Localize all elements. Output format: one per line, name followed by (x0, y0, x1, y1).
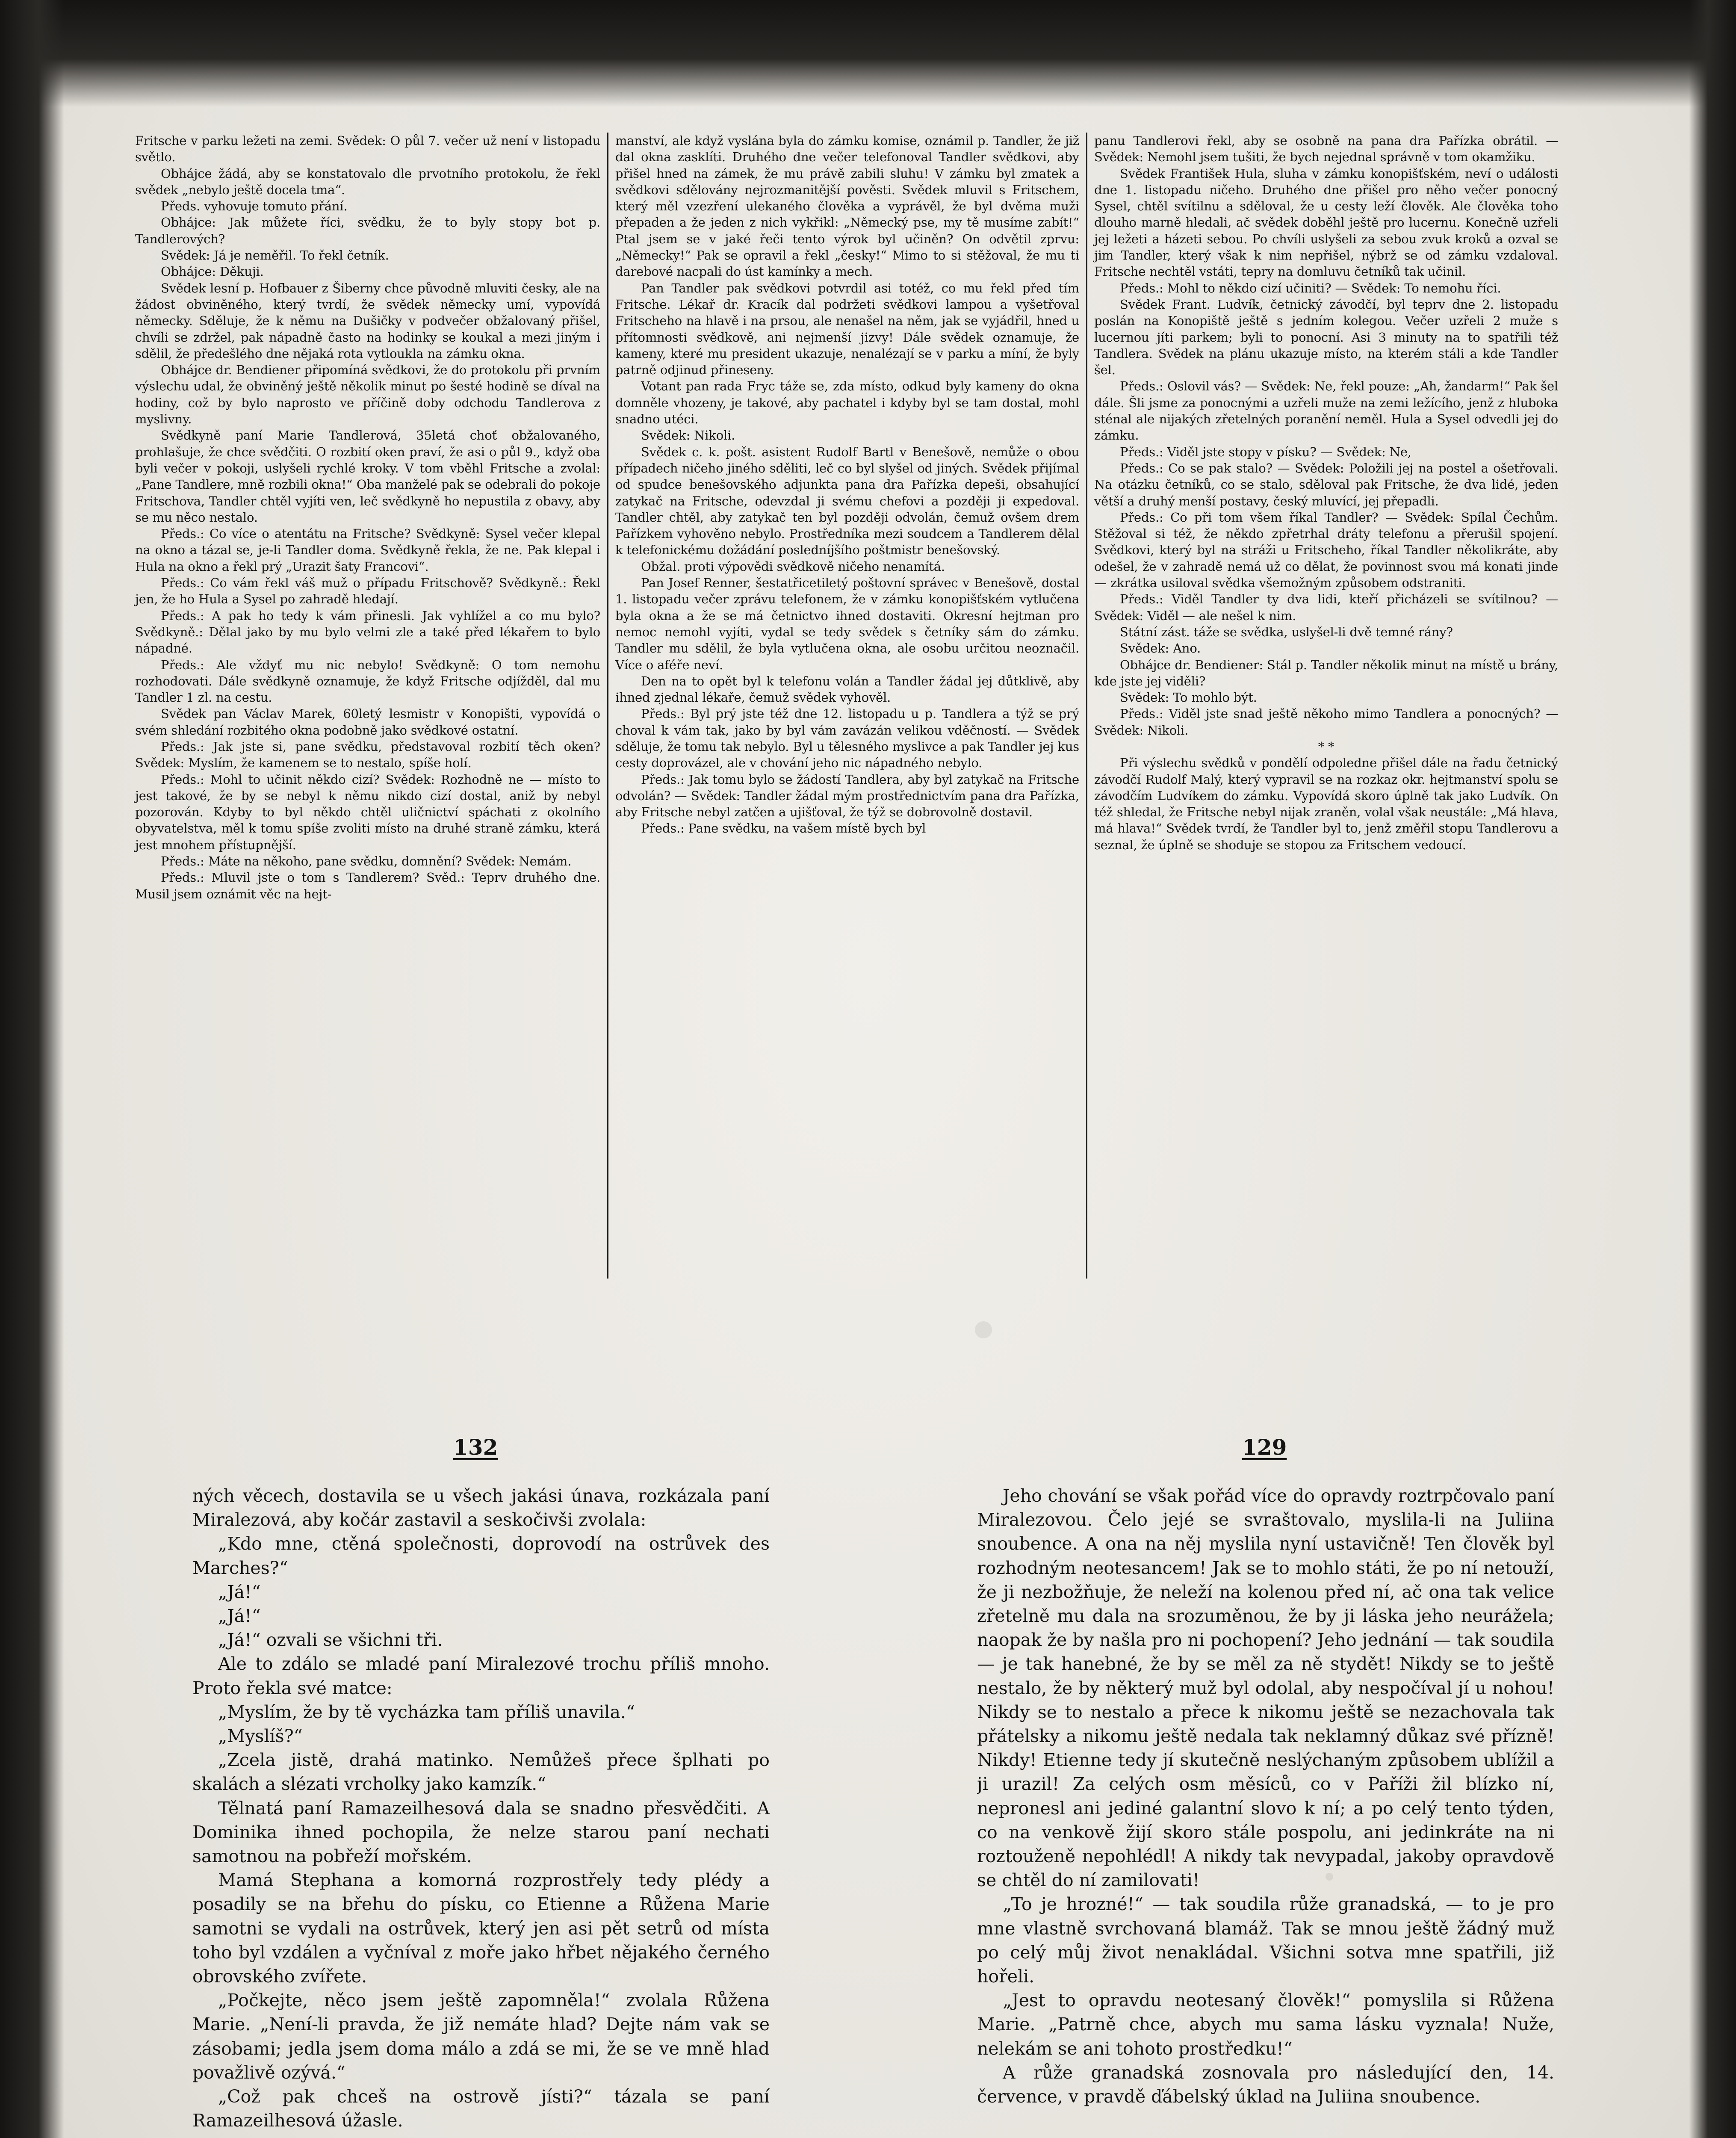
book-paragraph: ných věcech, dostavila se u všech jakási únava, rozkázala paní Miralezová, aby kočár zastavil a seskočivši zvolala: (192, 1485, 770, 1530)
news-paragraph: Státní zást. táže se svědka, uslyšel-li dvě temné rány? (1120, 624, 1453, 639)
news-paragraph: Při výslechu svědků v pondělí odpoledne přišel dále na řadu četnický závodčí Rudolf Malý, který vypravil se na rozkaz okr. hejtmanství spolu se závodčím Ludvíkem do zámku. Vypovídá skoro úplně tak jako Ludvík. On též shledal, že Fritsche nebyl nijak zraněn, volal však neustále: „Má hlava, má hlava!“ Svědek tvrdí, že Tandler byl to, jenž změřil stopu Tandlerovu a seznal, že úplně se shoduje se stopou za Fritschem vedoucí. (1094, 756, 1558, 852)
news-paragraph: Předs.: Byl prý jste též dne 12. listopadu u p. Tandlera a týž se prý choval k vám tak, jako by byl vám zavázán velikou vděčností. — Svědek sděluje, že tomu tak nebylo. Byl u tělesného myslivce a pak Tandler jej kus cesty doprovázel, ale v chování jeho nic nápadného nebylo. (615, 706, 1079, 771)
newspaper-column-3 (1086, 133, 1565, 1279)
book-paragraph: Tělnatá paní Ramazeilhesová dala se snadno přesvědčiti. A Dominika ihned pochopila, že nelze starou paní nechati samotnou na pobřeží mořském. (192, 1798, 770, 1867)
news-paragraph: Předs.: Co při tom všem říkal Tandler? — Svědek: Spílal Čechům. Stěžoval si též, že někdo zpřetrhal dráty telefonu a přerušil spojení. Svědkovi, který byl na stráži u Fritscheho, říkal Tandler několikráte, aby odešel, že v zahradě nemá už co dělat, že povinnost svou má konati jinde — zkrátka usiloval svědka všemožným způsobem odstraniti. (1094, 510, 1558, 591)
news-paragraph: Svědek c. k. pošt. asistent Rudolf Bartl v Benešově, nemůže o obou případech ničeho jiného sděliti, leč co byl slyšel od jiných. Svědek přijímal od spudce benešovského adjunkta pana dra Pařízka depeši, obsahující zatykač na Fritsche, odevzdal ji svému chefovi a později ji expedoval. Tandler chtěl, aby zatykač ten byl později odvolán, čemuž ovšem drem Pařízkem vyhověno nebylo. Prostředníka mezi soudcem a Tandlerem dělal k telefonickému dožádání posledníjšího poštmistr benešovský. (615, 444, 1079, 558)
news-paragraph: Obhájce: Děkuji. (161, 264, 264, 279)
news-paragraph: manství, ale když vyslána byla do zámku komise, oznámil p. Tandler, že již dal okna zasklíti. Druhého dne večer telefonoval Tandler svědkovi, aby přišel hned na zámek, že mu právě zabili sluhu! V zámku byl zmatek a svědkovi sdělovány nejrozmanitější pověsti. Svědek mluvil s Fritschem, který měl vzezření ulekaného člověka a vyprávěl, že byl dvěma muži přepaden a že jeden z nich vykřikl: „Německý pse, my tě musíme zabít!“ Ptal jsem se v jaké řeči tento výrok byl učiněn? On odvětil zprvu: „Německy!“ Pak se opravil a řekl „česky!“ Mimo to si stěžoval, že mu ti darebové nacpali do úst kamínky a mech. (615, 133, 1079, 279)
news-paragraph: Předs.: Mohl to učinit někdo cizí? Svědek: Rozhodně ne — místo to jest takové, že by se nebyl k němu nikdo cizí dostal, aniž by nebyl pozorován. Kdyby to byl někdo chtěl uličnictví spáchati z okolního obyvatelstva, měl k tomu spíše zvoliti místo na druhé straně zámku, která jest mnohem přístupnější. (135, 772, 600, 852)
news-paragraph: Předs.: Co se pak stalo? — Svědek: Položili jej na postel a ošetřovali. Na otázku četníků, co se stalo, sděloval pak Fritsche, že dva lidé, jeden větší a druhý menší postavy, český mluvící, jej přepadli. (1094, 461, 1558, 508)
scan-border-top (0, 0, 1736, 107)
book-paragraph: „Což pak chceš na ostrově jísti?“ tázala se paní Ramazeilhesová úžasle. (192, 2086, 770, 2131)
news-paragraph: Předs. vyhovuje tomuto přání. (161, 199, 348, 214)
newspaper-section (128, 133, 1565, 1279)
news-paragraph: Předs.: Viděl jste stopy v písku? — Svědek: Ne, (1120, 444, 1411, 459)
book-paragraph: Mamá Stephana a komorná rozprostřely tedy plédy a posadily se na břehu do písku, co Etienne a Růžena Marie samotni se vydali na ostrůvek, který jen asi pět setrů od místa toho byl vzdálen a vyčníval z moře jako hřbet nějakého černého obrovského zvířete. (192, 1870, 770, 1987)
book-paragraph: A růže granadská zosnovala pro následující den, 14. července, v pravdě ďábelský úklad na Juliina snoubence. (977, 2062, 1554, 2107)
book-paragraph: „Já!“ ozvali se všichni tři. (218, 1630, 443, 1651)
book-paragraph: „Myslím, že by tě vycházka tam příliš unavila.“ (218, 1701, 635, 1722)
book-paragraph: „To je hrozné!“ — tak soudila růže granadská, — to je pro mne vlastně svrchovaná blamáž. Tak se mnou ještě žádný muž po celý můj život nenakládal. Všichni sotva mne spatřili, již hořeli. (977, 1894, 1554, 1987)
newspaper-column-2 (607, 133, 1086, 1279)
page-number-left: 132 (453, 1435, 498, 1460)
news-paragraph: Pan Tandler pak svědkovi potvrdil asi totéž, co mu řekl před tím Fritsche. Lékař dr. Kracík dal podržeti svědkovi lampou a vyšetřoval Fritscheho na hlavě i na prsou, ale nenašel na něm, jak se vyjádřil, hned u přítomnosti svědkově, ani nejmenší jizvy! Dále svědek oznamuje, že kameny, které mu president ukazuje, nenalézají se v parku a míní, že byly patrně odjinud přineseny. (615, 281, 1079, 378)
ink-speck (975, 1321, 992, 1338)
book-paragraph: „Já!“ (218, 1581, 261, 1602)
news-paragraph: Předs.: Mohl to někdo cizí učiniti? — Svědek: To nemohu říci. (1120, 281, 1501, 295)
news-paragraph: Obhájce: Jak můžete říci, svědku, že to byly stopy bot p. Tandlerových? (135, 215, 600, 246)
news-paragraph: Svědek: Ano. (1120, 641, 1201, 656)
news-paragraph: Předs.: Jak jste si, pane svědku, představoval rozbití těch oken? Svědek: Myslím, že kamenem se to nestalo, spíše holí. (135, 739, 600, 771)
scan-border-right (1689, 0, 1736, 2138)
news-paragraph: Předs.: Co vám řekl váš muž o případu Fritschově? Svědkyně.: Řekl jen, že ho Hula a Sysel po zahradě hledají. (135, 576, 600, 607)
news-paragraph: Pan Josef Renner, šestatřicetiletý poštovní správec v Benešově, dostal 1. listopadu večer zprávu telefonem, že v zámku konopišťském vytlučena byla okna a že se má četnictvo ihned dostaviti. Okresní hejtman pro nemoc nemohl vyjíti, vydal se tedy svědek s četníky sám do zámku. Tandler mu sdělil, že byla vytlučena okna, ale osobu určitou neoznačil. Více o aféře neví. (615, 576, 1079, 672)
news-paragraph: Svědek František Hula, sluha v zámku konopišťském, neví o události dne 1. listopadu ničeho. Druhého dne přišel pro něho večer ponocný Sysel, chtěl svítilnu a sděloval, že u cesty leží člověk. Ale člověka toho dlouho marně hledali, ač svědek doběhl ještě pro lucernu. Konečně uzřeli jej ležeti a házeti sebou. Po chvíli uslyšeli za sebou zvuk kroků a ozval se jim Tandler, který však k nim nepřišel, nýbrž se od zámku vzdaloval. Fritsche nechtěl vstáti, tepry na domluvu četníků tak učinil. (1094, 166, 1558, 279)
book-paragraph: Jeho chování se však pořád více do opravdy roztrpčovalo paní Miralezovou. Čelo jejé se svraštovalo, myslila-li na Juliina snoubence. A ona na něj myslila nyní ustavičně! Ten člověk byl rozhodným neotesancem! Jak se to mohlo státi, že po ní netouží, že ji nezbožňuje, že neleží na kolenou před ní, ač ona tak velice zřetelně mu dala na srozuměnou, že by ji láska jeho neurážela; naopak že by našla pro ni pochopení? Jeho jednání — tak soudila — je tak hanebné, že by se měl za ně stydět! Nikdy se to ještě nestalo, že by některý muž byl odolal, aby nespočíval jí u nohou! Nikdy se to nestalo a přece k nikomu ještě se nezachovala tak přátelsky a nikomu ještě nedala tak neklamný důkaz své přízně! Nikdy! Etienne tedy jí skutečně neslýchaným způsobem ublížil a ji urazil! Za celých osm měsíců, co v Paříži žil blízko ní, nepronesl ani jediné galantní slovo k ní; a po celý tento týden, co na venkově žijí skoro stále pospolu, ani jedinkráte na ni roztouženě nepohlédl! A nikdy tak nevypadal, jakoby opravdově se chtěl do ní zamilovati! (977, 1485, 1554, 1891)
news-paragraph: Obhájce žádá, aby se konstatovalo dle prvotního protokolu, že řekl svědek „nebylo ještě docela tma“. (135, 166, 600, 197)
news-paragraph: Předs.: Máte na někoho, pane svědku, domnění? Svědek: Nemám. (161, 854, 572, 869)
news-paragraph: Předs.: Ale vždyť mu nic nebylo! Svědkyně: O tom nemohu rozhodovati. Dále svědkyně oznamuje, že když Fritsche odjížděl, dal mu Tandler 1 zl. na cestu. (135, 657, 600, 705)
page-number-right: 129 (1242, 1435, 1287, 1460)
news-paragraph: Den na to opět byl k telefonu volán a Tandler žádal jej důtklivě, aby ihned zjednal lékaře, čemuž svědek vyhověl. (615, 673, 1079, 705)
news-paragraph: Předs.: A pak ho tedy k vám přinesli. Jak vyhlížel a co mu bylo? Svědkyně.: Dělal jako by mu bylo velmi zle a také před lékařem to bylo nápadné. (135, 608, 600, 656)
news-paragraph: Svědkyně paní Marie Tandlerová, 35letá choť obžalovaného, prohlašuje, že chce svědčiti. O rozbití oken praví, že asi o půl 9., když oba byli večer v pokoji, uslyšeli rychlé kroky. V tom vběhl Fritsche a zvolal: „Pane Tandlere, mně rozbili okna!“ Oba manželé pak se odebrali do pokoje Fritschova, Tandler chtěl vyjíti ven, leč svědkyně ho nepustila z obavy, aby se mu něco nestalo. (135, 428, 600, 525)
news-paragraph: Předs.: Viděl jste snad ještě někoho mimo Tandlera a ponocných? — Svědek: Nikoli. (1094, 706, 1558, 738)
news-paragraph: Svědek Frant. Ludvík, četnický závodčí, byl teprv dne 2. listopadu poslán na Konopiště ještě s jedním kolegou. Večer uzřeli 2 muže s lucernou jíti parkem; byli to ponocní. Asi 3 minuty na to spatřili též Tandlera. Svědek na plánu ukazuje místo, na kterém stáli a kde Tandler šel. (1094, 297, 1558, 378)
news-paragraph: Svědek: Já je neměřil. To řekl četník. (161, 248, 389, 263)
news-paragraph: Svědek: To mohlo být. (1120, 690, 1257, 705)
news-paragraph: panu Tandlerovi řekl, aby se osobně na pana dra Pařízka obrátil. — Svědek: Nemohl jsem tušiti, že bych nejednal správně v tom okamžiku. (1094, 133, 1558, 165)
book-paragraph: „Myslíš?“ (218, 1726, 303, 1747)
news-paragraph: Předs.: Pane svědku, na vašem místě bych byl (641, 821, 926, 836)
news-paragraph: Obžal. proti výpovědi svědkově ničeho nenamítá. (641, 559, 945, 574)
book-paragraph: Ale to zdálo se mladé paní Miralezové trochu příliš mnoho. Proto řekla své matce: (192, 1654, 770, 1698)
news-paragraph: Předs.: Co více o atentátu na Fritsche? Svědkyně: Sysel večer klepal na okno a tázal se, je-li Tandler doma. Svědkyně řekla, že ne. Pak klepal i Hula na okno a řekl prý „Urazit šaty Francovi“. (135, 526, 600, 574)
newspaper-column-1 (128, 133, 607, 1279)
news-paragraph: Svědek: Nikoli. (641, 428, 735, 443)
news-paragraph: Fritsche v parku ležeti na zemi. Svědek: O půl 7. večer už není v listopadu světlo. (135, 133, 600, 165)
book-page-right (977, 1484, 1554, 2138)
news-paragraph: Obhájce dr. Bendiener: Stál p. Tandler několik minut na místě u brány, kde jste jej viděli? (1094, 657, 1558, 688)
book-paragraph: „Zcela jistě, drahá matinko. Nemůžeš přece šplhati po skalách a slézati vrcholky jako kamzík.“ (192, 1750, 770, 1795)
book-page-left (192, 1484, 770, 2138)
book-paragraph: „Já!“ (218, 1606, 261, 1627)
book-paragraph: „Kdo mne, ctěná společnosti, doprovodí na ostrůvek des Marches?“ (192, 1533, 770, 1578)
news-paragraph: Svědek pan Václav Marek, 60letý lesmistr v Konopišti, vypovídá o svém shledání rozbitého okna podobně jako svědkové ostatní. (135, 706, 600, 738)
section-separator: * * (1318, 739, 1334, 754)
news-paragraph: Předs.: Mluvil jste o tom s Tandlerem? Svěd.: Teprv druhého dne. Musil jsem oznámit věc na hejt- (135, 870, 600, 901)
news-paragraph: Svědek lesní p. Hofbauer z Šiberny chce původně mluviti česky, ale na žádost obviněného, který tvrdí, že svědek německy umí, vypovídá německy. Sděluje, že k němu na Dušičky v podvečer obžalovaný přišel, chvíli se zdržel, pak nápadně často na hodinky se koukal a mezi jiným i sdělil, že předešlého dne nějaká rota vytloukla na zámku okna. (135, 281, 600, 361)
news-paragraph: Předs.: Oslovil vás? — Svědek: Ne, řekl pouze: „Ah, žandarm!“ Pak šel dále. Šli jsme za ponocnými a uzřeli muže na zemi ležícího, jenž z hluboka sténal ale nijakých zřetelných poranění neměl. Hula a Sysel odvedli jej do zámku. (1094, 379, 1558, 443)
book-paragraph: „Jest to opravdu neotesaný člověk!“ pomyslila si Růžena Marie. „Patrně chce, abych mu sama lásku vyznala! Nuže, nelekám se ani tohoto prostředku!“ (977, 1990, 1554, 2059)
news-paragraph: Obhájce dr. Bendiener připomíná svědkovi, že do protokolu při prvním výslechu udal, že obviněný ještě několik minut po šesté hodině se díval na hodiny, což by bylo naprosto ve příčině doby odchodu Tandlerova z myslivny. (135, 363, 600, 427)
news-paragraph: Předs.: Jak tomu bylo se žádostí Tandlera, aby byl zatykač na Fritsche odvolán? — Svědek: Tandler žádal mým prostřednictvím pana dra Pařízka, aby Fritsche nebyl zatčen a ujišťoval, že týž se dobrovolně dostavil. (615, 772, 1079, 820)
scan-border-left (0, 0, 64, 2138)
news-paragraph: Votant pan rada Fryc táže se, zda místo, odkud byly kameny do okna domněle vhozeny, je takové, aby pachatel i kdyby byl se tam dostal, mohl snadno utéci. (615, 379, 1079, 427)
book-paragraph: „Počkejte, něco jsem ještě zapomněla!“ zvolala Růžena Marie. „Není-li pravda, že již nemáte hlad? Dejte nám vak se zásobami; jedla jsem doma málo a zdá se mi, že se ve mně hlad považlivě ozývá.“ (192, 1990, 770, 2083)
news-paragraph: Předs.: Viděl Tandler ty dva lidi, kteří přicházeli se svítilnou? — Svědek: Viděl — ale nešel k nim. (1094, 592, 1558, 623)
